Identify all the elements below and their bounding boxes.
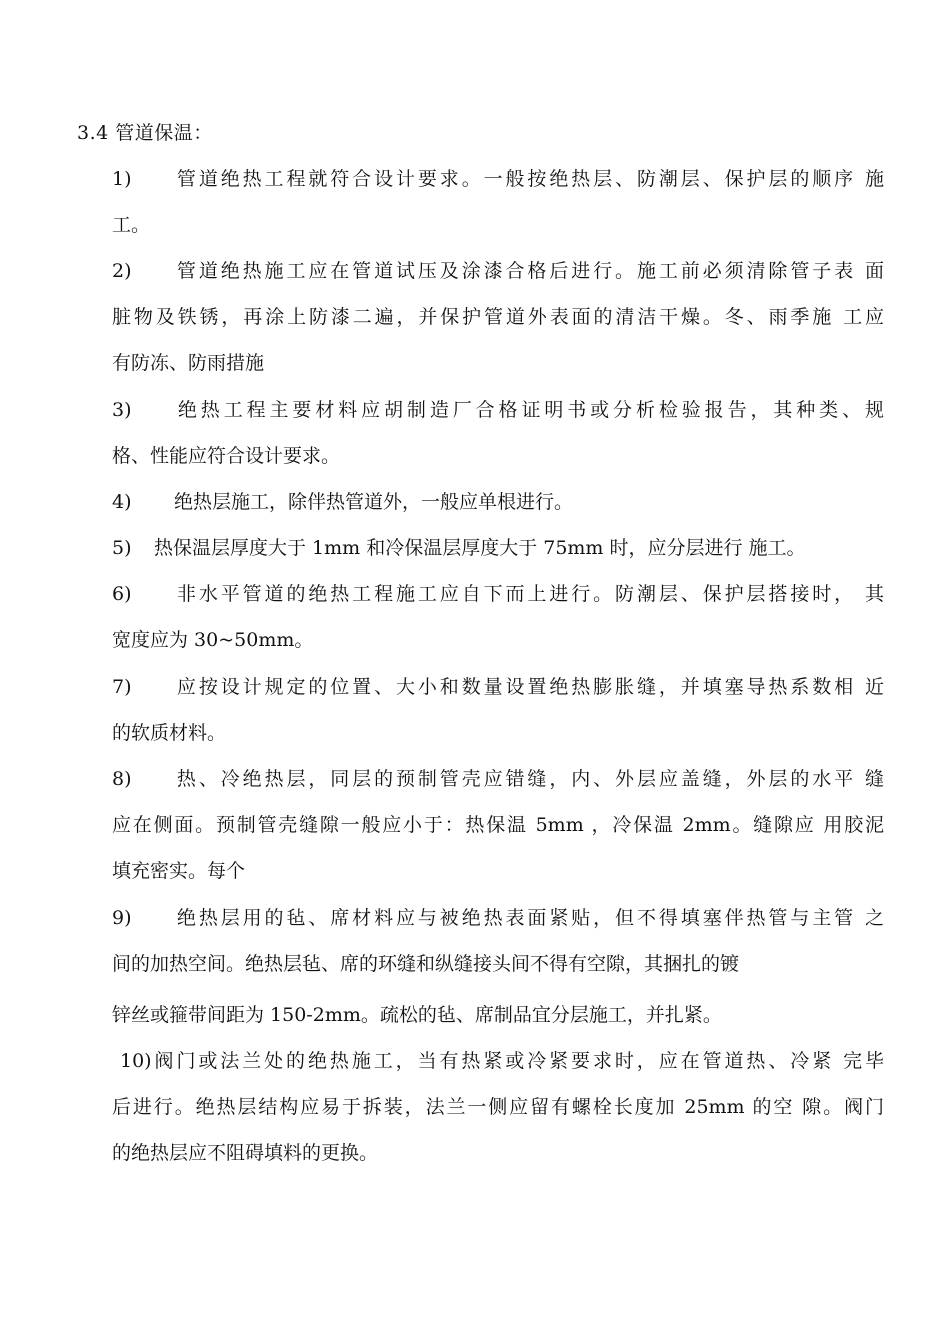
- item-3-text: 绝热工程主要材料应胡制造厂合格证明书或分析检验报告，其种类、规: [174, 399, 884, 421]
- item-6-text: 非水平管道的绝热工程施工应自下而上进行。防潮层、保护层搭接时， 其: [174, 583, 884, 605]
- item-8-line-3: 填充密实。每个: [112, 860, 246, 882]
- item-9-line-3: 锌丝或箍带间距为 150-2mm。疏松的毡、席制品宜分层施工，并扎紧。: [112, 1004, 722, 1026]
- item-3-line-2: 格、性能应符合设计要求。: [112, 445, 341, 467]
- section-heading: 3.4 管道保温：: [77, 122, 213, 144]
- item-7-text: 应按设计规定的位置、大小和数量设置绝热膨胀缝，并填塞导热系数相 近: [174, 676, 884, 698]
- item-9-text: 绝热层用的毡、席材料应与被绝热表面紧贴，但不得填塞伴热管与主管 之: [174, 907, 884, 929]
- item-1-text: 管道绝热工程就符合设计要求。一般按绝热层、防潮层、保护层的顺序 施: [174, 168, 884, 190]
- item-10-text: 阀门或法兰处的绝热施工，当有热紧或冷紧要求时，应在管道热、冷紧 完毕: [151, 1050, 884, 1072]
- item-2-line-2: 脏物及铁锈，再涂上防漆二遍，并保护管道外表面的清洁干燥。冬、雨季施 工应: [112, 306, 884, 328]
- item-4-number: 4): [112, 491, 132, 513]
- item-2-line-3: 有防冻、防雨措施: [112, 352, 265, 374]
- item-10-number: 10): [120, 1050, 152, 1072]
- item-2-text: 管道绝热施工应在管道试压及涂漆合格后进行。施工前必须清除管子表 面: [174, 260, 884, 282]
- item-6-number: 6): [112, 583, 132, 605]
- item-4-text: 绝热层施工，除伴热管道外，一般应单根进行。: [174, 491, 574, 513]
- item-5-text: 热保温层厚度大于 1mm 和冷保温层厚度大于 75mm 时，应分层进行 施工。: [154, 537, 806, 559]
- item-8-number: 8): [112, 768, 132, 790]
- item-7-line-2: 的软质材料。: [112, 722, 227, 744]
- item-2-line-1: [112, 259, 884, 283]
- item-10-line-2: 后进行。绝热层结构应易于拆装，法兰一侧应留有螺栓长度加 25mm 的空 隙。阀门: [112, 1096, 884, 1118]
- item-4-line-1: [112, 490, 884, 514]
- item-10-line-3: 的绝热层应不阻碍填料的更换。: [112, 1142, 379, 1164]
- item-5-number: 5): [112, 537, 132, 559]
- item-1-line-2: 工。: [112, 214, 151, 236]
- item-2-number: 2): [112, 260, 132, 282]
- item-9-number: 9): [112, 907, 132, 929]
- item-7-line-1: [112, 675, 884, 699]
- item-9-line-2: 间的加热空间。绝热层毡、席的环缝和纵缝接头间不得有空隙，其捆扎的镀: [112, 953, 740, 975]
- item-9-line-1: [112, 906, 884, 930]
- item-3-line-1: [112, 398, 884, 422]
- item-10-line-1: [112, 1049, 884, 1073]
- item-6-line-2: 宽度应为 30~50mm。: [112, 629, 314, 651]
- item-1-line-1: [112, 167, 884, 191]
- item-7-number: 7): [112, 676, 132, 698]
- item-8-line-1: [112, 767, 884, 791]
- item-3-number: 3): [112, 399, 132, 421]
- item-1-number: 1): [112, 168, 132, 190]
- item-8-text: 热、冷绝热层，同层的预制管壳应错缝，内、外层应盖缝，外层的水平 缝: [174, 768, 884, 790]
- item-8-line-2: 应在侧面。预制管壳缝隙一般应小于：热保温 5mm ，冷保温 2mm。缝隙应 用胶泥: [112, 814, 884, 836]
- item-5-line-1: [112, 536, 884, 560]
- item-6-line-1: [112, 582, 884, 606]
